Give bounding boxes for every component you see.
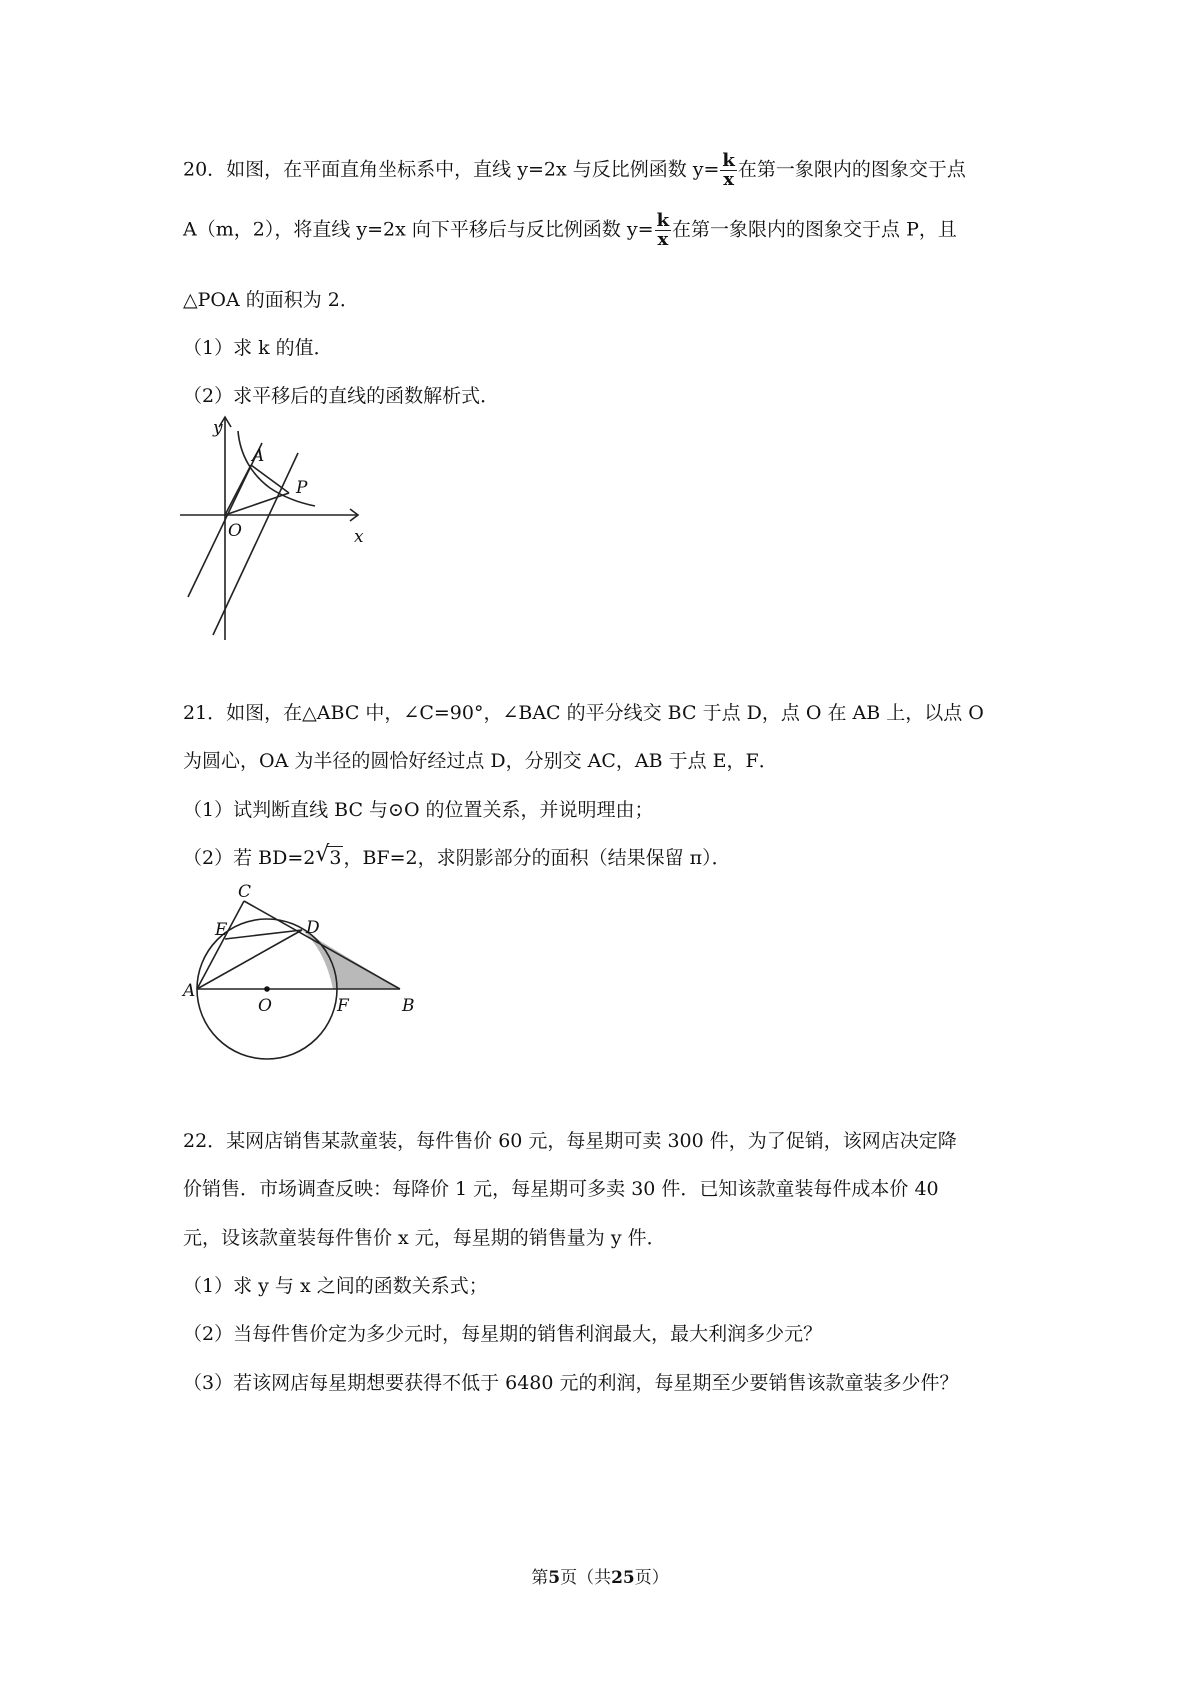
fraction-denominator: x xyxy=(657,229,669,250)
q22-line-2: 价销售．市场调查反映：每降价 1 元，每星期可多卖 30 件．已知该款童装每件成本价 40 xyxy=(183,1178,939,1200)
fraction-k-over-x xyxy=(655,212,671,249)
q20-line-3: △POA 的面积为 2． xyxy=(183,289,359,311)
q21-part-2 xyxy=(183,843,1043,870)
square-root xyxy=(315,842,343,869)
q21-line-2: 为圆心，OA 为半径的圆恰好经过点 D，分别交 AC，AB 于点 E，F． xyxy=(183,750,778,772)
page-footer xyxy=(0,1563,1200,1588)
footer-suffix: 页） xyxy=(634,1568,669,1588)
q20-text-1a: 20．如图，在平面直角坐标系中，直线 y=2x 与反比例函数 y= xyxy=(183,158,720,181)
label-P: P xyxy=(296,478,308,498)
fraction-k-over-x xyxy=(720,152,736,189)
label-A: A xyxy=(183,981,196,1001)
fraction-denominator: x xyxy=(723,169,735,190)
q22-part-3: （3）若该网店每星期想要获得不低于 6480 元的利润，每星期至少要销售该款童装多少件？ xyxy=(183,1372,959,1394)
segment-CB xyxy=(244,901,400,989)
fraction-numerator: k xyxy=(722,150,735,171)
segment-ED xyxy=(225,930,302,939)
footer-prefix: 第 xyxy=(531,1568,549,1588)
label-E: E xyxy=(215,920,228,940)
q22-part-1: （1）求 y 与 x 之间的函数关系式； xyxy=(183,1275,488,1297)
q21-figure xyxy=(180,875,420,1060)
label-x: x xyxy=(354,527,364,547)
q20-line-1 xyxy=(183,152,1043,189)
q20-line-2 xyxy=(183,212,1043,249)
fraction-numerator: k xyxy=(656,210,670,231)
q21-part-1: （1）试判断直线 BC 与⊙O 的位置关系，并说明理由； xyxy=(183,799,654,821)
q20-text-1b: 在第一象限内的图象交于点 xyxy=(737,158,966,181)
footer-middle: 页（共 xyxy=(560,1568,612,1588)
q21-text-2a: （2）若 BD=2 xyxy=(183,847,316,869)
label-A: A xyxy=(252,446,265,466)
label-O: O xyxy=(258,996,272,1016)
q20-text-2b: 在第一象限内的图象交于点 P，且 xyxy=(672,218,957,241)
q22-part-2: （2）当每件售价定为多少元时，每星期的销售利润最大，最大利润多少元？ xyxy=(183,1323,823,1345)
label-B: B xyxy=(402,996,415,1016)
label-D: D xyxy=(306,918,320,938)
radical-sign-icon: √ xyxy=(315,842,330,867)
q20-part-1: （1）求 k 的值． xyxy=(183,337,333,359)
label-C: C xyxy=(238,882,252,902)
label-O: O xyxy=(228,521,242,541)
q20-part-2: （2）求平移后的直线的函数解析式． xyxy=(183,385,500,407)
total-pages: 25 xyxy=(611,1568,635,1588)
radicand: 3 xyxy=(329,847,342,869)
q22-line-3: 元，设该款童装每件售价 x 元，每星期的销售量为 y 件． xyxy=(183,1227,666,1249)
center-point-O xyxy=(264,986,270,992)
q21-line-1: 21．如图，在△ABC 中，∠C=90°，∠BAC 的平分线交 BC 于点 D，点 O 在 AB 上，以点 O xyxy=(183,702,984,724)
page-number: 5 xyxy=(548,1568,561,1588)
q20-figure xyxy=(180,415,370,640)
q21-text-2b: ，BF=2，求阴影部分的面积（结果保留 π）． xyxy=(343,847,731,869)
q22-line-1: 22．某网店销售某款童装，每件售价 60 元，每星期可卖 300 件，为了促销，该网店决定降 xyxy=(183,1130,957,1152)
q20-text-2a: A（m，2），将直线 y=2x 向下平移后与反比例函数 y= xyxy=(183,218,654,241)
label-F: F xyxy=(337,996,349,1016)
label-y: y xyxy=(213,418,223,438)
